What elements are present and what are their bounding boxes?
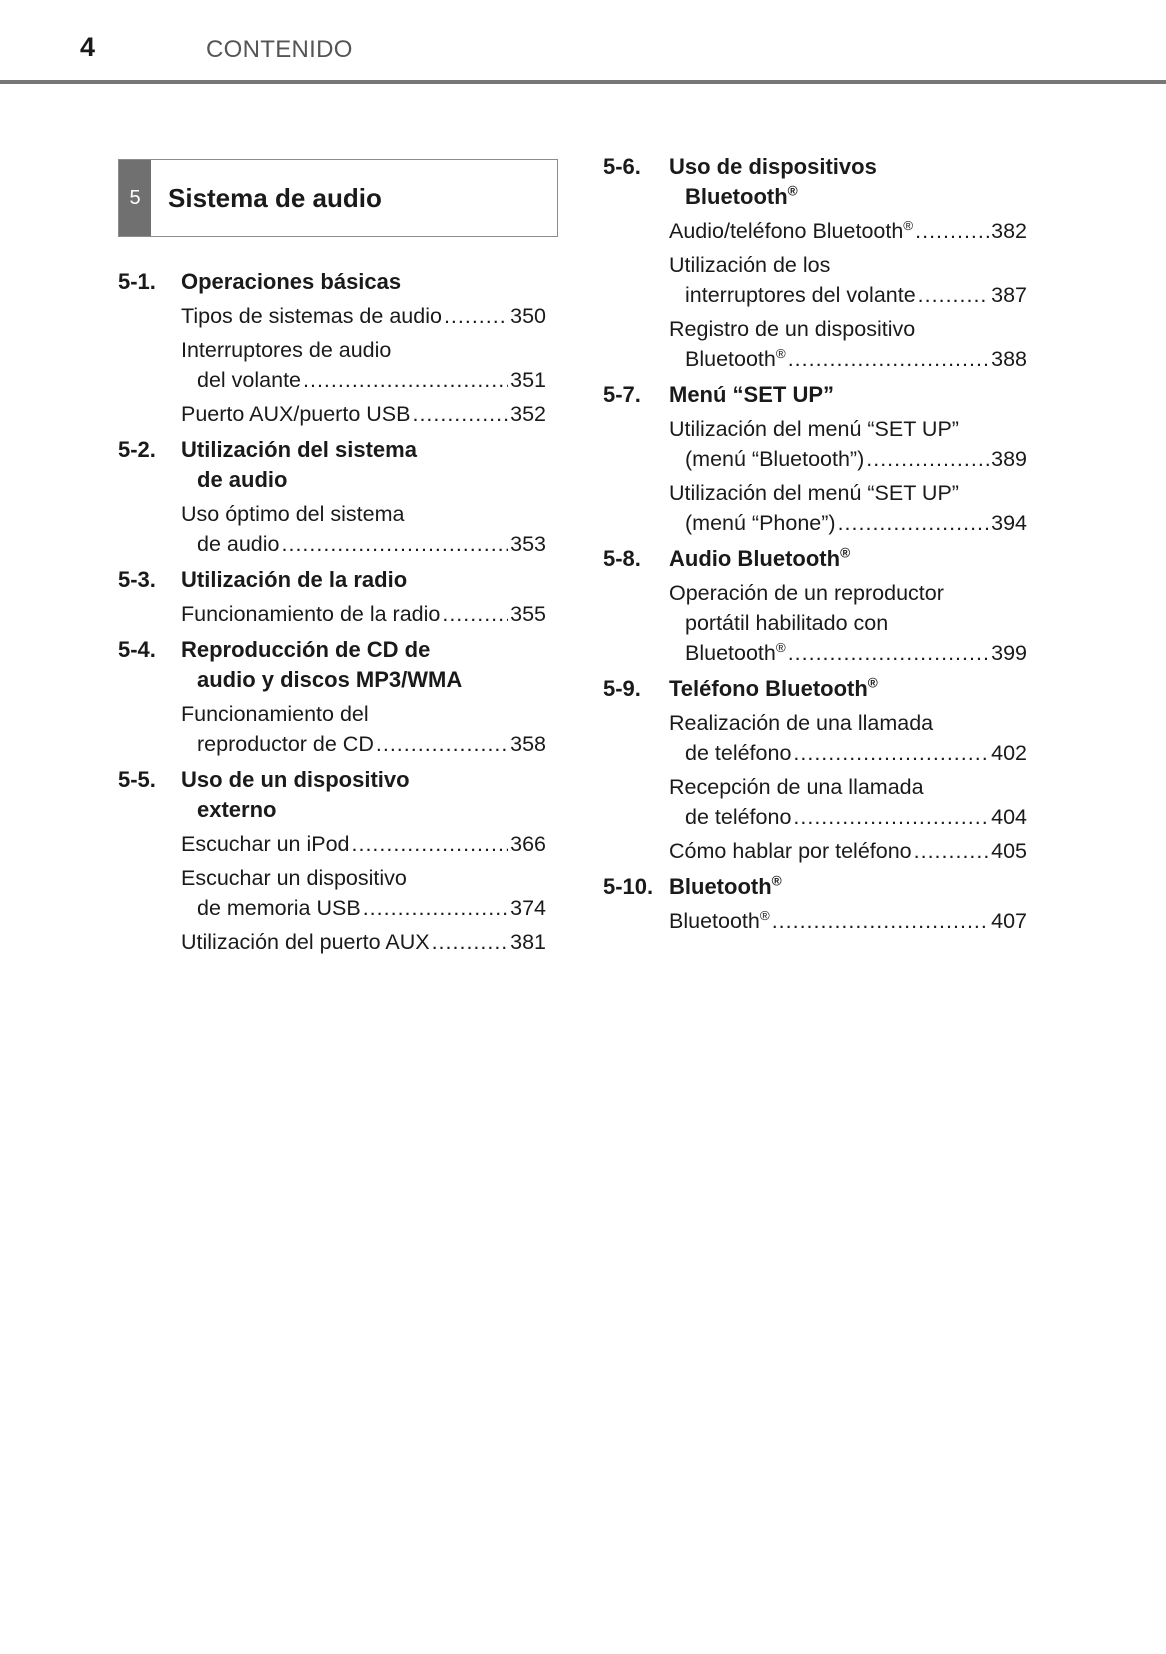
section-title-line: Utilización de la radio [181, 567, 408, 592]
entry-leader-line [181, 927, 546, 957]
toc-entry[interactable] [669, 414, 1027, 474]
dot-leader [915, 216, 989, 246]
entry-leader-line [669, 906, 1027, 936]
section-title [669, 872, 1027, 902]
entry-text-line: Utilización del menú “SET UP” [669, 417, 959, 441]
entry-leader-line [669, 738, 1027, 768]
toc-entry[interactable] [669, 578, 1027, 668]
chapter-title: Sistema de audio [168, 182, 382, 213]
dot-leader [442, 599, 508, 629]
entry-title: Escuchar un iPod [181, 832, 350, 856]
toc-section [603, 544, 1027, 668]
registered-mark: ® [775, 639, 786, 655]
toc-entry[interactable] [181, 699, 546, 759]
entry-title: (menú “Bluetooth”) [685, 447, 865, 471]
section-title-line: Bluetooth® [669, 873, 782, 899]
toc-entry[interactable] [181, 399, 546, 429]
entry-title: Bluetooth® [685, 345, 786, 371]
entry-title: Funcionamiento de la radio [181, 602, 441, 626]
toc-entry[interactable] [181, 927, 546, 957]
entry-page-number: 374 [510, 896, 546, 920]
entry-page-number: 402 [991, 741, 1027, 765]
entry-page-number: 389 [991, 447, 1027, 471]
entry-text-line: Registro de un dispositivo [669, 317, 916, 341]
entry-title: Utilización del puerto AUX [181, 930, 430, 954]
section-title-line: Bluetooth® [685, 183, 798, 209]
section-title-line: Utilización del sistema [181, 437, 417, 462]
entry-page-number: 382 [991, 219, 1027, 243]
toc-entry[interactable] [181, 301, 546, 331]
entry-page-number: 352 [510, 402, 546, 426]
section-title [181, 267, 546, 297]
section-title-line: Menú “SET UP” [669, 382, 835, 407]
entry-leader-line [669, 344, 1027, 374]
dot-leader [788, 344, 989, 374]
dot-leader [772, 906, 989, 936]
section-number: 5-9. [603, 676, 641, 701]
dot-leader [412, 399, 508, 429]
section-title-line: Uso de dispositivos [669, 154, 877, 179]
dot-leader [866, 444, 989, 474]
dot-leader [788, 638, 989, 668]
entry-page-number: 388 [991, 347, 1027, 371]
toc-section [118, 565, 546, 629]
section-title-line: Uso de un dispositivo [181, 767, 410, 792]
entry-page-number: 353 [510, 532, 546, 556]
entry-title: (menú “Phone”) [685, 511, 836, 535]
entry-page-number: 358 [510, 732, 546, 756]
entry-title: de audio [197, 532, 280, 556]
section-title-line: Reproducción de CD de [181, 637, 431, 662]
dot-leader [793, 802, 989, 832]
entry-title: del volante [197, 368, 301, 392]
entry-text-line: portátil habilitado con [685, 611, 889, 635]
section-number: 5-2. [118, 437, 156, 462]
toc-section [603, 872, 1027, 936]
toc-entry[interactable] [181, 499, 546, 559]
section-title-line: Audio Bluetooth® [669, 545, 851, 571]
section-number: 5-1. [118, 269, 156, 294]
toc-entry[interactable] [669, 836, 1027, 866]
entry-page-number: 350 [510, 304, 546, 328]
dot-leader [303, 365, 508, 395]
toc-entry[interactable] [669, 708, 1027, 768]
toc-section [118, 765, 546, 957]
dot-leader [793, 738, 989, 768]
entry-text-line: Interruptores de audio [181, 338, 392, 362]
section-number: 5-10. [603, 874, 654, 899]
entry-text-line: Utilización del menú “SET UP” [669, 481, 959, 505]
dot-leader [914, 836, 990, 866]
entry-page-number: 387 [991, 283, 1027, 307]
section-number: 5-4. [118, 637, 156, 662]
entry-leader-line [669, 216, 1027, 246]
registered-mark: ® [775, 345, 786, 361]
entry-title: Tipos de sistemas de audio [181, 304, 442, 328]
entry-page-number: 366 [510, 832, 546, 856]
dot-leader [282, 529, 509, 559]
entry-page-number: 407 [991, 909, 1027, 933]
toc-section [603, 152, 1027, 374]
entry-leader-line [669, 444, 1027, 474]
chapter-number-tab: 5 [119, 160, 151, 236]
entry-leader-line [181, 729, 546, 759]
entry-text-line: Escuchar un dispositivo [181, 866, 407, 890]
entry-title: interruptores del volante [685, 283, 916, 307]
entry-leader-line [669, 508, 1027, 538]
registered-mark: ® [867, 675, 878, 691]
toc-section [603, 674, 1027, 866]
entry-page-number: 404 [991, 805, 1027, 829]
entry-leader-line [669, 638, 1027, 668]
entry-page-number: 355 [510, 602, 546, 626]
entry-leader-line [669, 802, 1027, 832]
registered-mark: ® [903, 217, 914, 233]
toc-section [603, 380, 1027, 538]
toc-entry[interactable] [669, 314, 1027, 374]
section-title [669, 674, 1027, 704]
toc-entry[interactable] [181, 863, 546, 923]
section-title-line: Teléfono Bluetooth® [669, 675, 878, 701]
dot-leader [918, 280, 989, 310]
entry-leader-line [181, 399, 546, 429]
entry-page-number: 394 [991, 511, 1027, 535]
entry-leader-line [181, 301, 546, 331]
entry-title: Cómo hablar por teléfono [669, 839, 912, 863]
entry-leader-line [669, 836, 1027, 866]
toc-column-right [603, 152, 1027, 940]
section-title-line: de audio [197, 467, 288, 492]
section-number: 5-7. [603, 382, 641, 407]
entry-title: Bluetooth® [685, 639, 786, 665]
entry-page-number: 399 [991, 641, 1027, 665]
toc-entry[interactable] [669, 906, 1027, 936]
entry-text-line: Funcionamiento del [181, 702, 369, 726]
toc-entry[interactable] [669, 478, 1027, 538]
entry-leader-line [181, 893, 546, 923]
entry-leader-line [181, 365, 546, 395]
section-title [181, 765, 546, 825]
section-title [669, 380, 1027, 410]
section-number: 5-8. [603, 546, 641, 571]
entry-title: reproductor de CD [197, 732, 374, 756]
toc-section [118, 635, 546, 759]
entry-title: Puerto AUX/puerto USB [181, 402, 411, 426]
toc-section [118, 435, 546, 559]
toc-entry[interactable] [669, 250, 1027, 310]
section-title [669, 544, 1027, 574]
entry-leader-line [669, 280, 1027, 310]
registered-mark: ® [759, 907, 770, 923]
dot-leader [444, 301, 508, 331]
dot-leader [352, 829, 509, 859]
header-rule [0, 80, 1166, 84]
dot-leader [376, 729, 508, 759]
entry-text-line: Utilización de los [669, 253, 831, 277]
section-title [181, 565, 546, 595]
registered-mark: ® [840, 545, 851, 561]
entry-title: Bluetooth® [669, 907, 770, 933]
entry-leader-line [181, 529, 546, 559]
dot-leader [432, 927, 509, 957]
entry-page-number: 351 [510, 368, 546, 392]
section-number: 5-5. [118, 767, 156, 792]
entry-text-line: Realización de una llamada [669, 711, 934, 735]
section-title-line: Operaciones básicas [181, 269, 402, 294]
toc-column-left [118, 267, 546, 961]
entry-page-number: 405 [991, 839, 1027, 863]
section-title [181, 435, 546, 495]
dot-leader [363, 893, 508, 923]
entry-title: de teléfono [685, 805, 792, 829]
entry-text-line: Uso óptimo del sistema [181, 502, 405, 526]
entry-title: Audio/teléfono Bluetooth® [669, 217, 914, 243]
section-title-line: audio y discos MP3/WMA [197, 667, 463, 692]
running-head: CONTENIDO [206, 36, 353, 63]
entry-title: de memoria USB [197, 896, 361, 920]
section-title [669, 152, 1027, 212]
toc-entry[interactable] [669, 216, 1027, 246]
section-title [181, 635, 546, 695]
section-title-line: externo [197, 797, 277, 822]
toc-entry[interactable] [181, 335, 546, 395]
entry-text-line: Operación de un reproductor [669, 581, 944, 605]
entry-title: de teléfono [685, 741, 792, 765]
toc-entry[interactable] [669, 772, 1027, 832]
toc-entry[interactable] [181, 599, 546, 629]
entry-leader-line [181, 599, 546, 629]
registered-mark: ® [771, 873, 782, 889]
entry-leader-line [181, 829, 546, 859]
registered-mark: ® [787, 183, 798, 199]
entry-page-number: 381 [510, 930, 546, 954]
entry-text-line: Recepción de una llamada [669, 775, 924, 799]
toc-section [118, 267, 546, 429]
page-number: 4 [80, 32, 96, 62]
chapter-heading-box [118, 159, 558, 237]
section-number: 5-6. [603, 154, 641, 179]
dot-leader [838, 508, 990, 538]
toc-entry[interactable] [181, 829, 546, 859]
section-number: 5-3. [118, 567, 156, 592]
